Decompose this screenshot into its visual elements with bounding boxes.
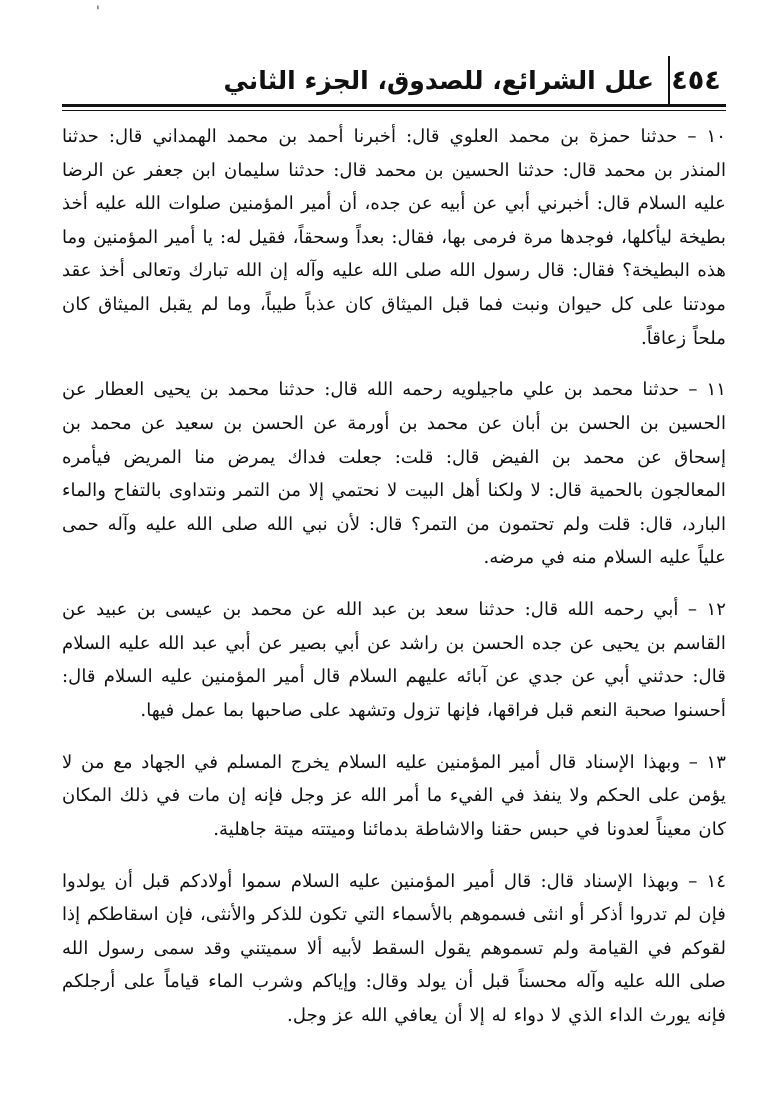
page-title: علل الشرائع، للصدوق، الجزء الثاني [223, 65, 654, 95]
hadith-paragraph-13: ١٣ – وبهذا الإسناد قال أمير المؤمنين عليه السلام يخرج المسلم في الجهاد مع من لا يؤمن على الحكم ولا ينفذ في الفيء ما أمر الله عز وجل فإنه إن مات في ذلك المكان كان معيناً لعدونا في حبس حقنا والاشاطة بدمائنا وميتته ميتة جاهلية. [62, 751, 726, 840]
hadith-paragraph-14: ١٤ – وبهذا الإسناد قال: قال أمير المؤمنين عليه السلام سموا أولادكم قبل أن يولدوا فإن لم تدروا أذكر أو انثى فسموهم بالأسماء التي تكون للذكر والأنثى، فإن اسقاطكم إذا لقوكم في القيامة ولم تسموهم يقول السقط لأبيه ألا سميتني وقد سمى رسول الله صلى الله عليه وآله محسناً قبل أن يولد وقال: وإياكم وشرب الماء قياماً على أرجلكم فإنه يورث الداء الذي لا دواء له إلا أن يعافي الله عز وجل. [62, 870, 726, 1026]
header-rule-thin [62, 110, 726, 111]
header-rule-thick [62, 104, 726, 107]
hadith-paragraph-10: ١٠ – حدثنا حمزة بن محمد العلوي قال: أخبرنا أحمد بن محمد الهمداني قال: حدثنا المنذر بن محمد قال: حدثنا الحسين بن محمد قال: حدثنا سليمان ابن جعفر عن الرضا عليه السلام قال: أخبرني أبي عن أبيه عن جده، أن أمير المؤمنين صلوات الله عليه أخذ بطيخة ليأكلها، فوجدها مرة فرمى بها، فقال: بعداً وسحقاً، فقيل له: يا أمير المؤمنين وما هذه البطيخة؟ فقال: قال رسول الله صلى الله عليه وآله إن الله تبارك وتعالى أخذ عقد مودتنا على كل حيوان ونبت فما قبل الميثاق كان عذباً طيباً، وما لم يقبل الميثاق كان ملحاً زعاقاً. [62, 126, 726, 349]
text-body [62, 120, 726, 1051]
page-number: ٤٥٤ [668, 56, 722, 104]
book-page [62, 52, 726, 1102]
hadith-paragraph-11: ١١ – حدثنا محمد بن علي ماجيلويه رحمه الله قال: حدثنا محمد بن يحيى العطار عن الحسين بن الحسن بن أبان عن محمد بن أورمة عن الحسن بن سعيد عن محمد بن إسحاق عن محمد بن الفيض قال: قلت: جعلت فداك يمرض منا المريض فيأمره المعالجون بالحمية قال: لا ولكنا أهل البيت لا نحتمي إلا من التمر ونتداوى بالتفاح والماء البارد، قال: قلت ولم تحتمون من التمر؟ قال: لأن نبي الله صلى الله عليه وآله حمى علياً عليه السلام منه في مرضه. [62, 379, 726, 569]
corner-mark: ' [96, 4, 100, 20]
running-header [62, 52, 726, 108]
hadith-paragraph-12: ١٢ – أبي رحمه الله قال: حدثنا سعد بن عبد الله عن محمد بن عيسى بن عبيد عن القاسم بن يحيى عن جده الحسن بن راشد عن أبي بصير عن أبي عبد الله عليه السلام قال: حدثني أبي عن جدي عن آبائه عليهم السلام قال أمير المؤمنين عليه السلام قال: أحسنوا صحبة النعم قبل فراقها، فإنها تزول وتشهد على صاحبها بما عمل فيها. [62, 599, 726, 721]
